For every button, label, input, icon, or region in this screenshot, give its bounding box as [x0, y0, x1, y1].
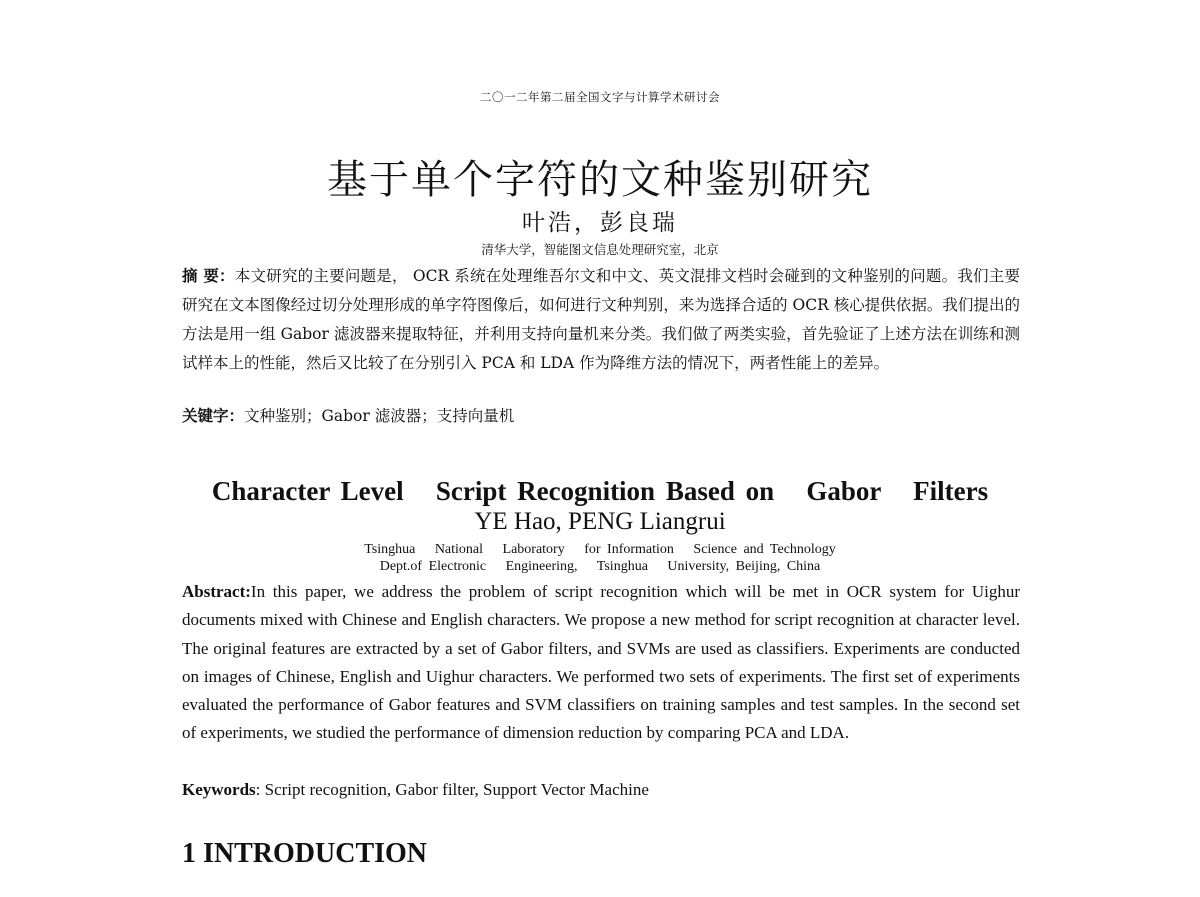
english-abstract-text: In this paper, we address the problem of script recognition which will be met in OCR system for Uighur documents mixed with Chinese and English characters. We propose a new method for script recognition at character level. The original features are extracted by a set of Gabor filters, and SVMs are used as classifiers. Experiments are conducted on images of Chinese, English and Uighur characters. We performed two sets of experiments. The first set of experiments evaluated the performance of Gabor features and SVM classifiers on training samples and test samples. In the second set of experiments, we studied the performance of dimension reduction by comparing PCA and LDA. — [182, 582, 1020, 743]
english-title: Character Level Script Recognition Based on Gabor Filters — [211, 476, 989, 506]
english-keywords-label: Keywords — [182, 780, 256, 799]
chinese-abstract-text: 本文研究的主要问题是， OCR 系统在处理维吾尔文和中文、英文混排文档时会碰到的文种鉴别的问题。我们主要研究在文本图像经过切分处理形成的单字符图像后，如何进行文种判别，来为选择合适的 OCR 核心提供依据。我们提出的方法是用一组 Gabor 滤波器来提取特征，并利用支持向量机来分类。我们做了两类实验，首先验证了上述方法在训练和测试样本上的性能，然后又比较了在分别引入 PCA 和 LDA 作为降维方法的情况下，两者性能上的差异。 — [182, 267, 1020, 372]
chinese-keywords-text: 文种鉴别；Gabor 滤波器；支持向量机 — [244, 407, 515, 425]
english-keywords-text: : Script recognition, Gabor filter, Support Vector Machine — [255, 780, 649, 799]
chinese-abstract — [182, 261, 1020, 378]
english-keywords — [182, 776, 1020, 804]
english-abstract-label: Abstract: — [182, 582, 251, 601]
chinese-authors: 叶浩，彭良瑞 — [522, 210, 678, 236]
chinese-keywords-label: 关键字： — [182, 406, 245, 425]
english-authors: YE Hao, PENG Liangrui — [474, 508, 726, 535]
section-heading-introduction: 1 INTRODUCTION — [182, 838, 428, 869]
chinese-abstract-label: 摘 要： — [182, 266, 235, 285]
chinese-keywords — [182, 401, 1020, 431]
chinese-affiliation: 清华大学，智能图文信息处理研究室，北京 — [481, 242, 719, 257]
english-affiliation-line2: Dept.of Electronic Engineering, Tsinghua University, Beijing, China — [379, 559, 821, 574]
english-affiliation-line1: Tsinghua National Laboratory for Information Science and Technology — [364, 542, 836, 557]
chinese-title: 基于单个字符的文种鉴别研究 — [327, 157, 873, 203]
conference-header: 二〇一二年第二届全国文字与计算学术研讨会 — [480, 90, 720, 104]
english-abstract — [182, 578, 1020, 748]
